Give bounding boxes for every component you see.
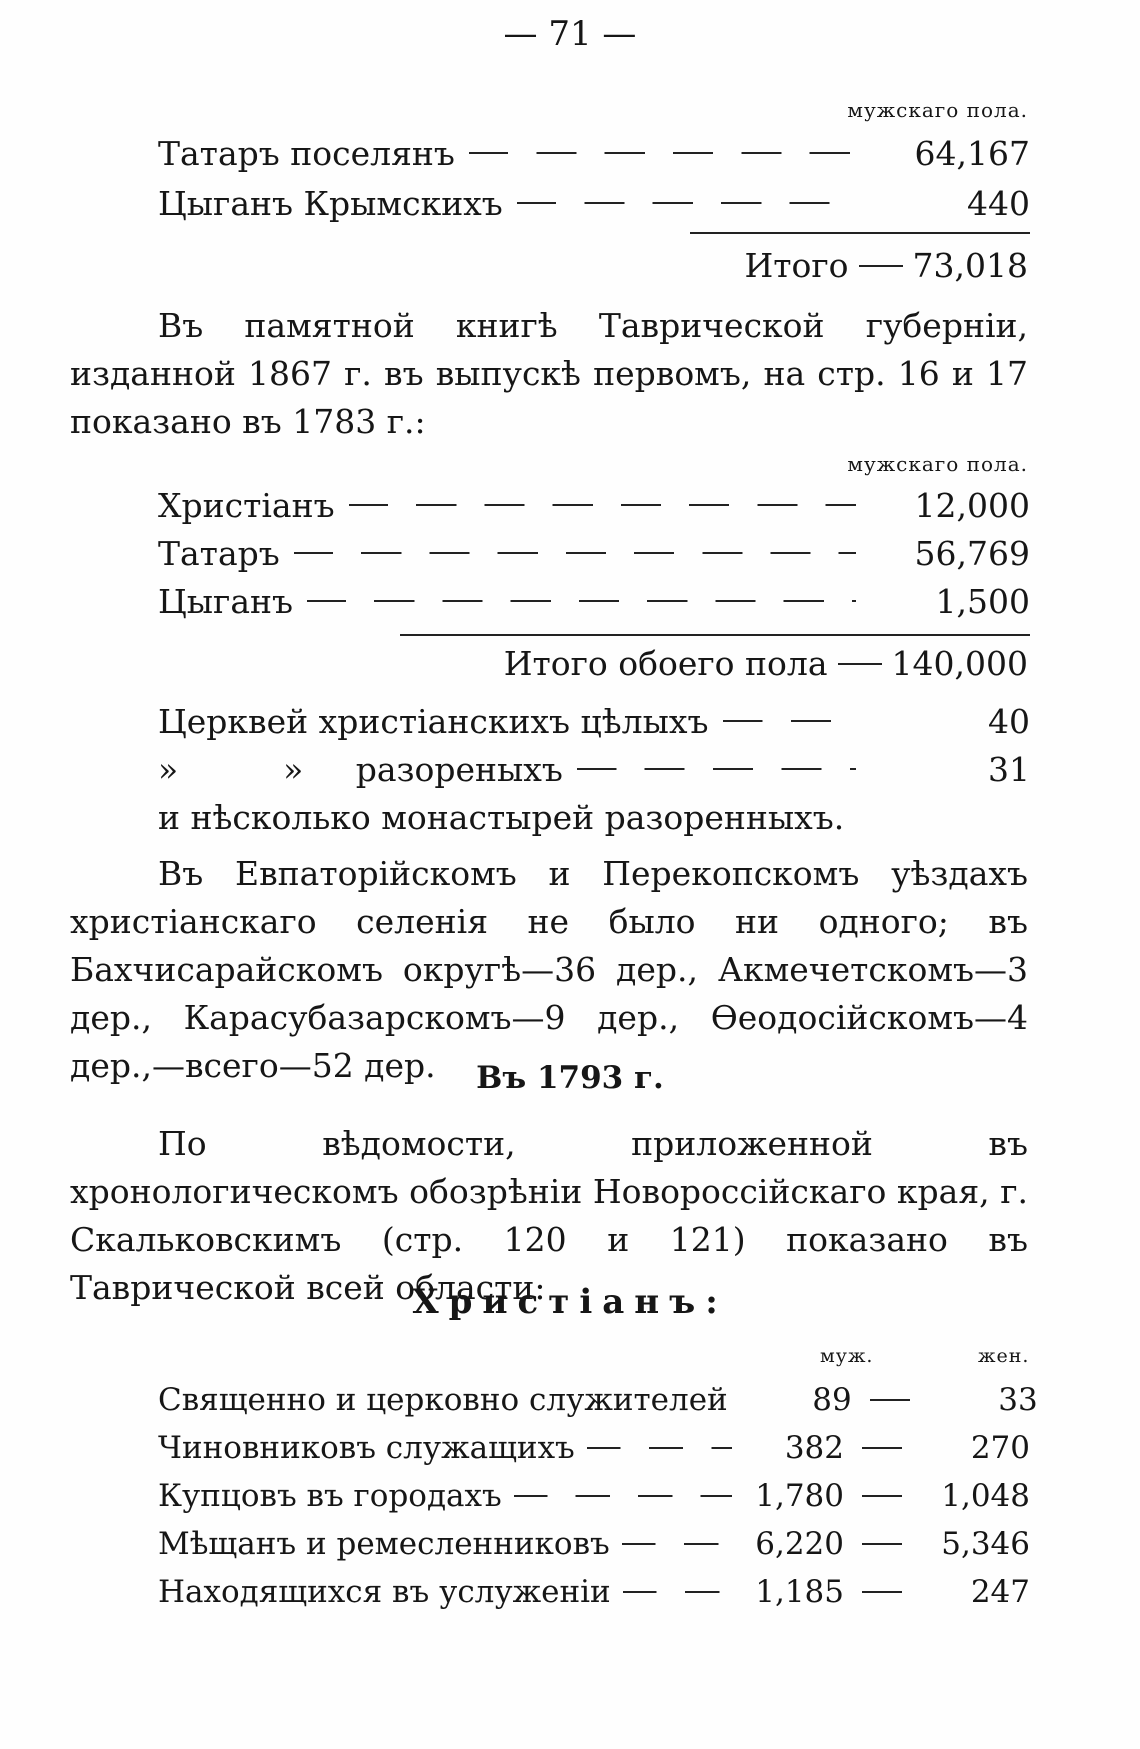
table1-total xyxy=(744,246,1028,285)
female-value: 1,048 xyxy=(941,1478,1030,1514)
leader-dashes xyxy=(294,552,856,554)
row-value: 12,000 xyxy=(914,485,1030,525)
row-value: 56,769 xyxy=(914,533,1030,573)
male-value: 1,185 xyxy=(755,1574,844,1610)
total-dash xyxy=(859,265,903,267)
paragraph-text: По вѣдомости, приложенной въ хронологическомъ обозрѣніи Новороссійскаго края, г. Скальковскимъ (стр. 120 и 121) показано въ Таврической всей области: xyxy=(70,1124,1028,1307)
table1-row xyxy=(158,178,1030,228)
column-header-female: жен. xyxy=(978,1345,1030,1367)
sum-rule xyxy=(690,232,1030,234)
leader-dashes xyxy=(469,152,856,154)
column-dash xyxy=(862,1447,902,1449)
monasteries-line xyxy=(158,792,1030,842)
page-number: — 71 — xyxy=(503,14,637,54)
sum-rule xyxy=(400,634,1030,636)
row-label: Священно и церковно служителей xyxy=(158,1382,728,1418)
total-label: Итого обоего пола xyxy=(503,644,828,683)
female-value: 33 xyxy=(998,1382,1038,1418)
leader-dashes xyxy=(723,720,857,722)
leader-dashes xyxy=(517,202,856,204)
table3-row xyxy=(158,1424,1030,1472)
table3-row xyxy=(158,1472,1030,1520)
table1-row xyxy=(158,128,1030,178)
male-value: 89 xyxy=(812,1382,852,1418)
table2-header: мужскаго пола. xyxy=(847,452,1028,476)
male-value: 382 xyxy=(784,1430,844,1466)
churches-row xyxy=(158,744,1030,794)
column-header-male: муж. xyxy=(820,1345,874,1367)
total-dash xyxy=(838,663,882,665)
row-label: » » разореныхъ xyxy=(158,749,563,789)
table3-row xyxy=(158,1568,1030,1616)
row-label: Цыганъ xyxy=(158,581,293,621)
column-dash xyxy=(862,1543,902,1545)
paragraph-text: Въ памятной книгѣ Таврической губерніи, изданной 1867 г. въ выпускѣ первомъ, на стр. 16 и 17 показано въ 1783 г.: xyxy=(70,306,1028,441)
table3-row xyxy=(158,1520,1030,1568)
monasteries-text: и нѣсколько монастырей разоренныхъ. xyxy=(158,797,845,837)
row-label: Купцовъ въ городахъ xyxy=(158,1478,502,1514)
male-value: 1,780 xyxy=(755,1478,844,1514)
total-label: Итого xyxy=(744,246,849,285)
row-label: Церквей христіанскихъ цѣлыхъ xyxy=(158,701,709,741)
column-dash xyxy=(862,1591,902,1593)
heading-christians: Христіанъ: xyxy=(412,1282,728,1322)
column-dash xyxy=(862,1495,902,1497)
female-value: 270 xyxy=(970,1430,1030,1466)
row-label: Татаръ поселянъ xyxy=(158,133,455,173)
total-value: 73,018 xyxy=(912,246,1028,285)
leader-dashes xyxy=(587,1447,732,1449)
column-dash xyxy=(870,1399,910,1401)
leader-dashes xyxy=(349,504,856,506)
paragraph-text: Въ Евпаторійскомъ и Перекопскомъ уѣздахъ христіанскаго селенія не было ни одного; въ Бахчисарайскомъ округѣ—36 дер., Акмечетскомъ—3 дер., Карасубазарскомъ—9 дер., Ѳеодосійскомъ—4 дер.,—всего—52 дер. xyxy=(70,854,1028,1085)
row-value: 440 xyxy=(967,183,1030,223)
leader-dashes xyxy=(307,600,856,602)
female-value: 5,346 xyxy=(941,1526,1030,1562)
table2-row xyxy=(158,576,1030,626)
leader-dashes xyxy=(623,1591,732,1593)
male-value: 6,220 xyxy=(755,1526,844,1562)
churches-row xyxy=(158,696,1030,746)
paragraph-districts xyxy=(70,850,1028,1090)
row-label: Чиновниковъ служащихъ xyxy=(158,1430,575,1466)
table2-row xyxy=(158,480,1030,530)
total-value: 140,000 xyxy=(891,644,1028,683)
row-label: Христіанъ xyxy=(158,485,335,525)
section-heading-1793: Въ 1793 г. xyxy=(476,1060,664,1096)
leader-dashes xyxy=(577,768,856,770)
table2-total xyxy=(504,644,1028,683)
leader-dashes xyxy=(514,1495,732,1497)
table1-header: мужскаго пола. xyxy=(847,98,1028,122)
row-label: Татаръ xyxy=(158,533,280,573)
table2-row xyxy=(158,528,1030,578)
row-value: 1,500 xyxy=(935,581,1030,621)
row-label: Цыганъ Крымскихъ xyxy=(158,183,503,223)
table3-row xyxy=(158,1376,1038,1424)
row-value: 31 xyxy=(988,749,1030,789)
row-label: Мѣщанъ и ремесленниковъ xyxy=(158,1526,610,1562)
row-value: 64,167 xyxy=(914,133,1030,173)
leader-dashes xyxy=(622,1543,732,1545)
row-label: Находящихся въ услуженіи xyxy=(158,1574,611,1610)
female-value: 247 xyxy=(970,1574,1030,1610)
row-value: 40 xyxy=(988,701,1030,741)
paragraph-1783 xyxy=(70,302,1028,446)
